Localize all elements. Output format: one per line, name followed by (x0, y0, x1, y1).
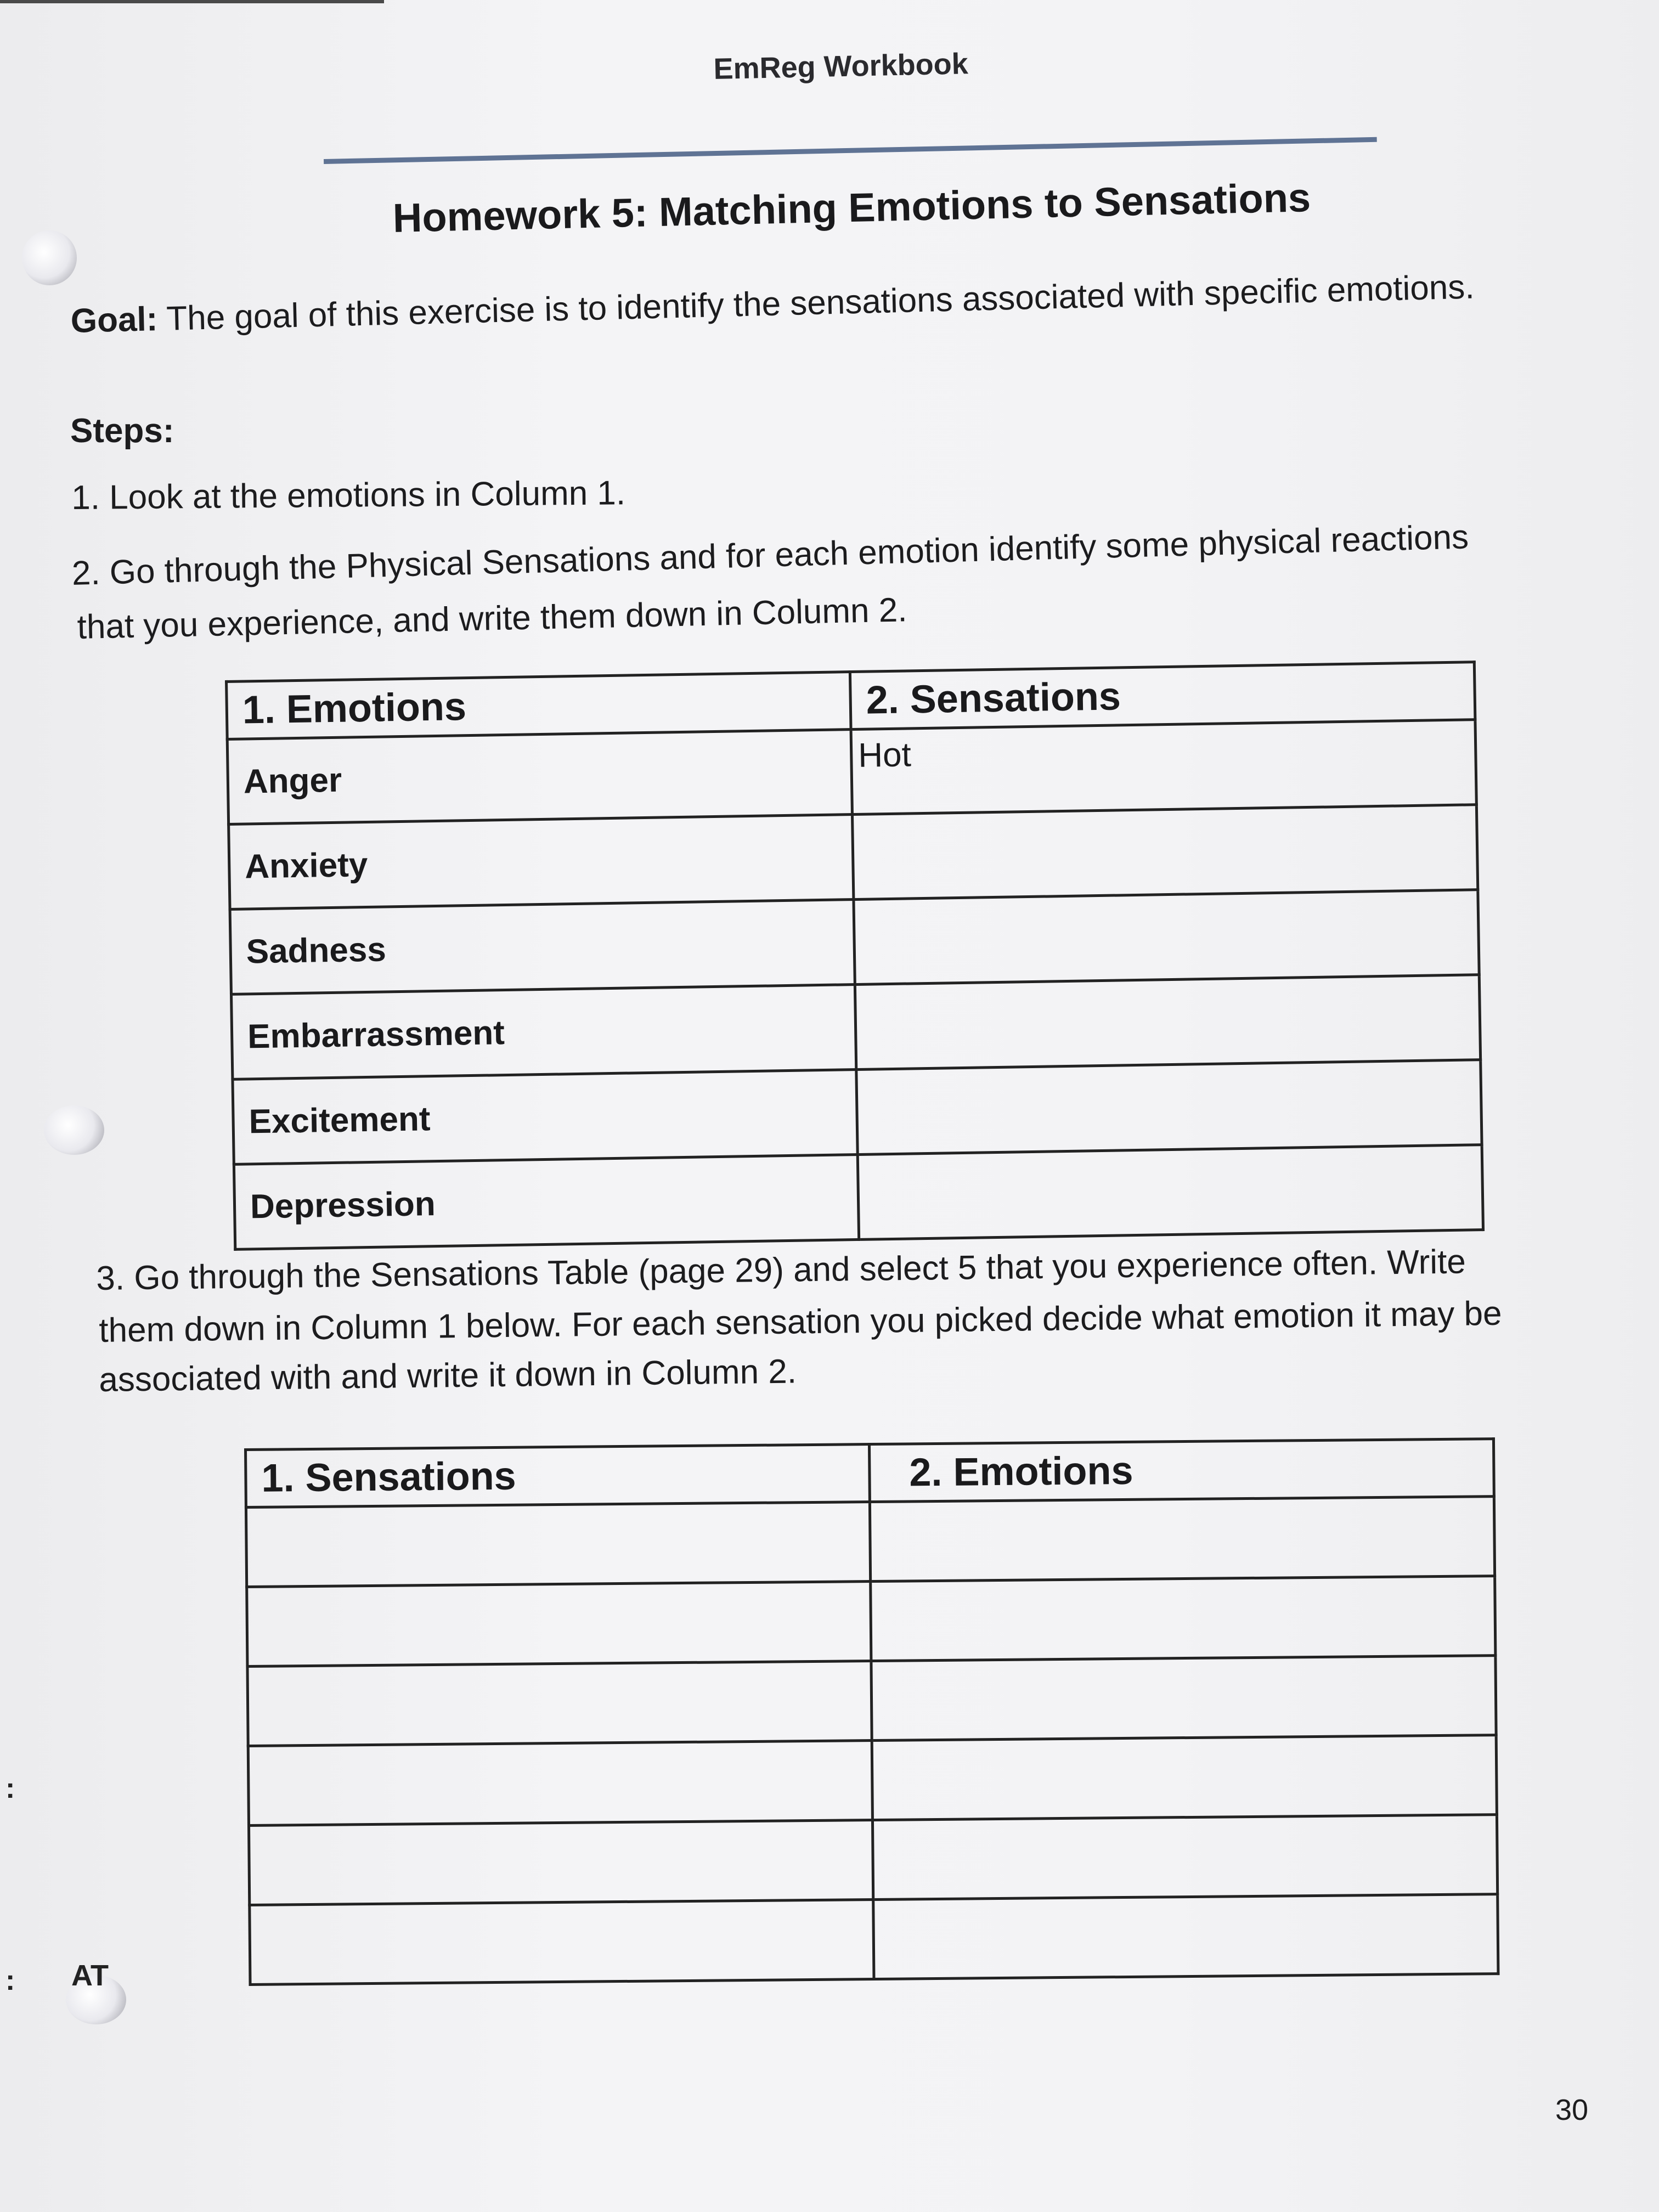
goal-statement (70, 267, 1475, 341)
sensation-input-cell[interactable] (246, 1502, 870, 1587)
sensation-cell[interactable]: Hot (851, 720, 1476, 815)
sensations-table (244, 1437, 1499, 1986)
col-header-sensations: 1. Sensations (246, 1444, 870, 1508)
emotion-input-cell[interactable] (872, 1815, 1497, 1900)
emotion-input-cell[interactable] (871, 1576, 1496, 1661)
table-row (248, 1735, 1497, 1826)
goal-label: Goal: (70, 300, 159, 340)
col-header-emotions: 1. Emotions (227, 672, 851, 740)
sensation-cell[interactable] (852, 805, 1477, 900)
emotion-input-cell[interactable] (871, 1656, 1496, 1741)
step-3-line-3: associated with and write it down in Column 2. (99, 1352, 797, 1399)
col-header-emotions: 2. Emotions (869, 1439, 1494, 1502)
edge-mark: : (5, 1773, 15, 1804)
emotion-input-cell[interactable] (872, 1735, 1497, 1820)
table-row (247, 1576, 1496, 1667)
page-number: 30 (1555, 2094, 1589, 2126)
sensation-cell[interactable] (857, 1145, 1483, 1240)
table-row (250, 1894, 1498, 1985)
punch-hole-top (22, 230, 77, 285)
table-row (249, 1815, 1497, 1905)
sensation-cell[interactable] (855, 975, 1480, 1070)
sensation-cell[interactable] (856, 1060, 1482, 1155)
emotion-cell: Embarrassment (231, 985, 856, 1080)
emotion-cell: Anger (227, 730, 852, 825)
sensation-input-cell[interactable] (247, 1582, 871, 1667)
homework-title: Homework 5: Matching Emotions to Sensations (392, 174, 1311, 241)
edge-text-fragment: AT (71, 1959, 109, 1992)
step-2-line-1: 2. Go through the Physical Sensations and for each emotion identify some physical reactions (71, 518, 1469, 592)
punch-hole-middle (44, 1105, 104, 1155)
col-header-sensations: 2. Sensations (850, 662, 1475, 730)
emotion-input-cell[interactable] (870, 1497, 1494, 1582)
emotion-cell: Excitement (233, 1070, 857, 1165)
workbook-header: EmReg Workbook (713, 47, 969, 86)
header-rule (324, 137, 1377, 164)
sensation-input-cell[interactable] (247, 1661, 872, 1746)
emotion-input-cell[interactable] (873, 1894, 1498, 1979)
top-edge-line (0, 0, 384, 3)
emotions-table (225, 661, 1485, 1251)
table-header-row (246, 1439, 1494, 1508)
step-3-line-1: 3. Go through the Sensations Table (page 29) and select 5 that you experience often. Write (96, 1243, 1466, 1297)
step-2-line-2: that you experience, and write them down in Column 2. (77, 591, 908, 646)
edge-mark: : (5, 1965, 15, 1996)
sensation-input-cell[interactable] (249, 1820, 873, 1905)
sensation-input-cell[interactable] (248, 1741, 872, 1826)
sensation-input-cell[interactable] (250, 1900, 874, 1985)
emotion-cell: Sadness (230, 900, 855, 995)
emotion-cell: Depression (234, 1154, 859, 1249)
table-row (247, 1656, 1496, 1746)
goal-text: The goal of this exercise is to identify the sensations associated with specific emotions. (157, 268, 1475, 338)
steps-label: Steps: (70, 412, 174, 450)
step-3-line-2: them down in Column 1 below. For each sensation you picked decide what emotion it may be (99, 1294, 1502, 1350)
table-row (246, 1497, 1494, 1587)
step-1: 1. Look at the emotions in Column 1. (71, 474, 626, 517)
sensation-cell[interactable] (854, 890, 1479, 985)
emotion-cell: Anxiety (229, 815, 854, 910)
